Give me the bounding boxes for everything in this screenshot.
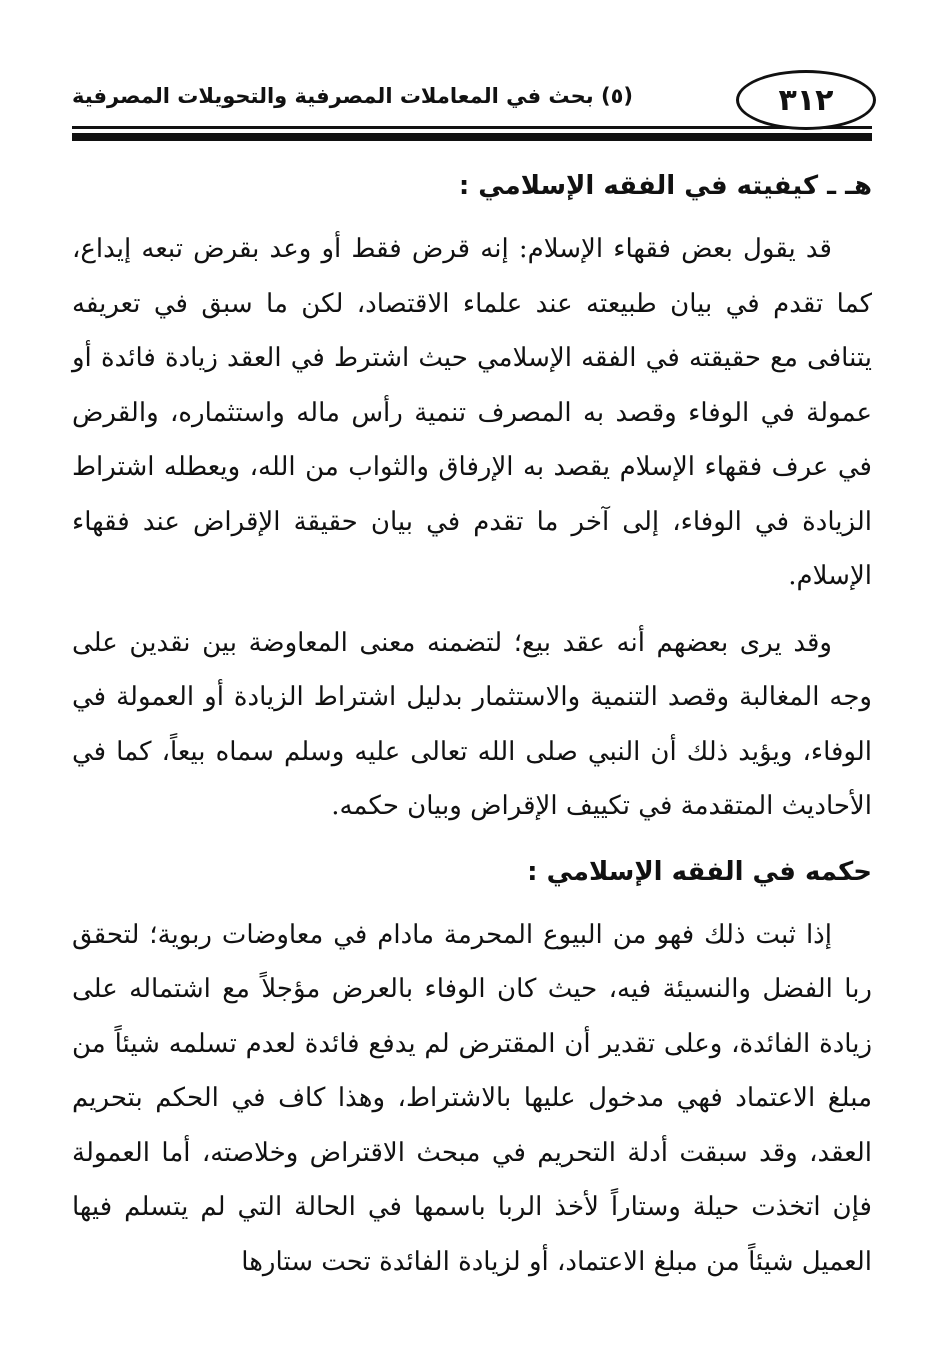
page-header [72, 70, 872, 140]
paragraph: إذا ثبت ذلك فهو من البيوع المحرمة مادام في معاوضات ربوية؛ لتحقق ربا الفضل والنسيئة فيه، حيث كان الوفاء بالعرض مؤجلاً مع اشتماله على زيادة الفائدة، وعلى تقدير أن المقترض لم يدفع فائدة لعدم تسلمه شيئاً من مبلغ الاعتماد فهي مدخول عليها بالاشتراط، وهذا كاف في الحكم بتحريم العقد، وقد سبقت أدلة التحريم في مبحث الاقتراض وخلاصته، أما العمولة فإن اتخذت حيلة وستاراً لأخذ الربا باسمها في الحالة التي لم يتسلم فيها العميل شيئاً من مبلغ الاعتماد، أو لزيادة الفائدة تحت ستارها [72, 919, 872, 1277]
page-number: ٣١٢ [736, 70, 876, 130]
section-heading: هـ ـ كيفيته في الفقه الإسلامي : [458, 171, 872, 201]
section-heading: حكمه في الفقه الإسلامي : [527, 856, 872, 887]
page-body [72, 160, 872, 1289]
paragraph: قد يقول بعض فقهاء الإسلام: إنه قرض فقط أو وعد بقرض تبعه إيداع، كما تقدم في بيان طبيعته عند علماء الاقتصاد، لكن ما سبق في تعريفه يتنافى مع حقيقته في الفقه الإسلامي حيث اشترط في العقد زيادة فائدة أو عمولة في الوفاء وقصد به المصرف تنمية رأس ماله واستثماره، والقرض في عرف فقهاء الإسلام يقصد به الإرفاق والثواب من الله، ويعطله اشتراط الزيادة في الوفاء، إلى آخر ما تقدم في بيان حقيقة الإقراض عند فقهاء الإسلام. [72, 234, 872, 591]
paragraph: وقد يرى بعضهم أنه عقد بيع؛ لتضمنه معنى المعاوضة بين نقدين على وجه المغالبة وقصد التنمية والاستثمار بدليل اشتراط الزيادة أو العمولة في الوفاء، ويؤيد ذلك أن النبي صلى الله تعالى عليه وسلم سماه بيعاً، كما في الأحاديث المتقدمة في تكييف الإقراض وبيان حكمه. [72, 627, 872, 821]
header-rule-thick [72, 133, 872, 141]
header-rule-thin [72, 126, 872, 129]
running-title: (٥) بحث في المعاملات المصرفية والتحويلات المصرفية [72, 84, 633, 108]
